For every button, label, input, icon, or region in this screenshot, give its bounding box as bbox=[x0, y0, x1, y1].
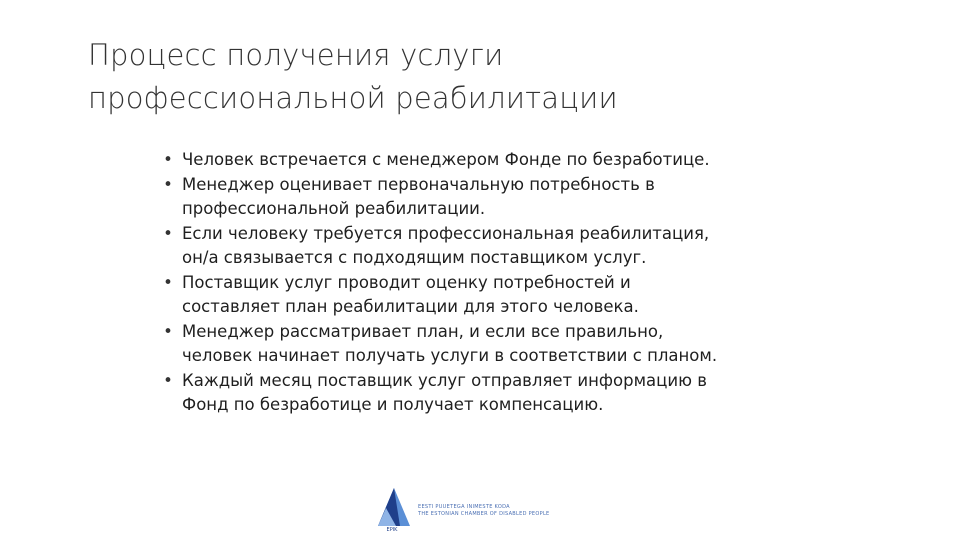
title-line: профессиональной реабилитации bbox=[88, 81, 618, 115]
bullet-icon: • bbox=[163, 223, 173, 243]
bullet-text: профессиональной реабилитации. bbox=[182, 199, 486, 218]
bullet-icon: • bbox=[163, 370, 173, 390]
bullet-icon: • bbox=[163, 321, 173, 341]
bullet-text: Если человеку требуется профессиональная реабилитация, bbox=[182, 223, 710, 243]
bullet-item bbox=[162, 148, 822, 173]
bullet-text: Человек встречается с менеджером Фонде по безработице. bbox=[182, 150, 710, 169]
organization-logo bbox=[372, 486, 572, 532]
logo-caption-line: THE ESTONIAN CHAMBER OF DISABLED PEOPLE bbox=[418, 511, 550, 517]
bullet-item bbox=[162, 222, 822, 271]
bullet-text: Менеджер рассматривает план, и если все правильно, bbox=[182, 321, 664, 341]
bullet-item bbox=[162, 369, 822, 418]
bullet-icon: • bbox=[163, 272, 173, 292]
bullet-icon: • bbox=[163, 174, 173, 194]
bullet-text: Фонд по безработице и получает компенсацию. bbox=[182, 395, 604, 414]
slide-title bbox=[88, 34, 848, 120]
title-line: Процесс получения услуги bbox=[88, 38, 504, 72]
bullet-item bbox=[162, 173, 822, 222]
bullet-list bbox=[162, 148, 822, 418]
logo-caption bbox=[418, 504, 550, 518]
bullet-text: он/а связывается с подходящим поставщиком услуг. bbox=[182, 248, 647, 267]
mountain-triangle-icon bbox=[372, 486, 412, 532]
bullet-text: Поставщик услуг проводит оценку потребностей и bbox=[182, 272, 631, 292]
logo-caption-line: EESTI PUUETEGA INIMESTE KODA bbox=[418, 504, 510, 510]
bullet-item bbox=[162, 271, 822, 320]
logo-mark-text: EPIK bbox=[386, 527, 398, 532]
bullet-item bbox=[162, 320, 822, 369]
bullet-text: Менеджер оценивает первоначальную потребность в bbox=[182, 174, 655, 194]
bullet-text: человек начинает получать услуги в соответствии с планом. bbox=[182, 346, 718, 365]
bullet-icon: • bbox=[163, 150, 173, 169]
bullet-text: Каждый месяц поставщик услуг отправляет информацию в bbox=[182, 370, 707, 390]
bullet-text: составляет план реабилитации для этого человека. bbox=[182, 297, 639, 316]
